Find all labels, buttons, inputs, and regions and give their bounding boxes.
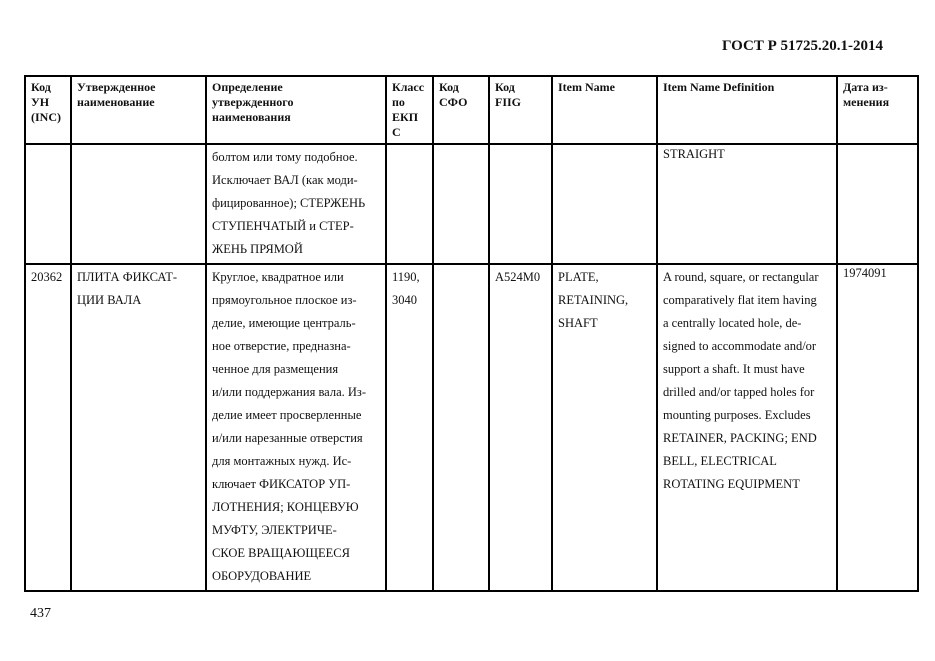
header-definition: Определение утвержденного наименования [206,76,386,144]
standard-code: ГОСТ Р 51725.20.1-2014 [722,38,884,54]
cell-inc [25,144,71,264]
header-inc: Код УН (INC) [25,76,71,144]
header-date: Дата из- менения [837,76,918,144]
cell-approved-name [71,144,206,264]
cell-definition: болтом или тому подобное. Исключает ВАЛ (как моди- фицированное); СТЕРЖЕНЬ СТУПЕНЧАТЫЙ и СТЕР- ЖЕНЬ ПРЯМОЙ [206,144,386,264]
cell-item-name-definition: A round, square, or rectangular comparatively flat item having a centrally located hole, de- signed to accommodate and/or support a shaft. It must have drilled and/or tapped holes for mounting purposes. Excludes RETAINER, PACKING; END BELL, ELECTRICAL ROTATING EQUIPMENT [657,264,837,591]
cell-item-name: PLATE, RETAINING, SHAFT [552,264,657,591]
page-number: 437 [30,606,51,621]
header-item-name-definition: Item Name Definition [657,76,837,144]
cell-class: 1190, 3040 [386,264,433,591]
header-class: Класс по ЕКП С [386,76,433,144]
cell-approved-name: ПЛИТА ФИКСАТ- ЦИИ ВАЛА [71,264,206,591]
table-row [25,264,918,591]
header-item-name: Item Name [552,76,657,144]
cell-date: 1974091 [837,264,918,591]
cell-date [837,144,918,264]
cell-fiig: A524M0 [489,264,552,591]
header-sfo: Код СФО [433,76,489,144]
cell-item-name-definition: STRAIGHT [657,144,837,264]
cell-definition: Круглое, квадратное или прямоугольное плоское из- делие, имеющие централь- ное отверстие, предназна- ченное для размещения и/или поддержания вала. Из- делие имеет просверленные и/или нарезанные отверстия для монтажных нужд. Ис- ключает ФИКСАТОР УП- ЛОТНЕНИЯ; КОНЦЕВУЮ МУФТУ, ЭЛЕКТРИЧЕ- СКОЕ ВРАЩАЮЩЕЕСЯ ОБОРУДОВАНИЕ [206,264,386,591]
header-approved-name: Утвержденное наименование [71,76,206,144]
cell-fiig [489,144,552,264]
cell-sfo [433,144,489,264]
catalog-table [24,75,919,592]
cell-item-name [552,144,657,264]
cell-inc: 20362 [25,264,71,591]
header-fiig: Код FIIG [489,76,552,144]
cell-sfo [433,264,489,591]
cell-class [386,144,433,264]
table-row [25,144,918,264]
header-row [25,76,918,144]
